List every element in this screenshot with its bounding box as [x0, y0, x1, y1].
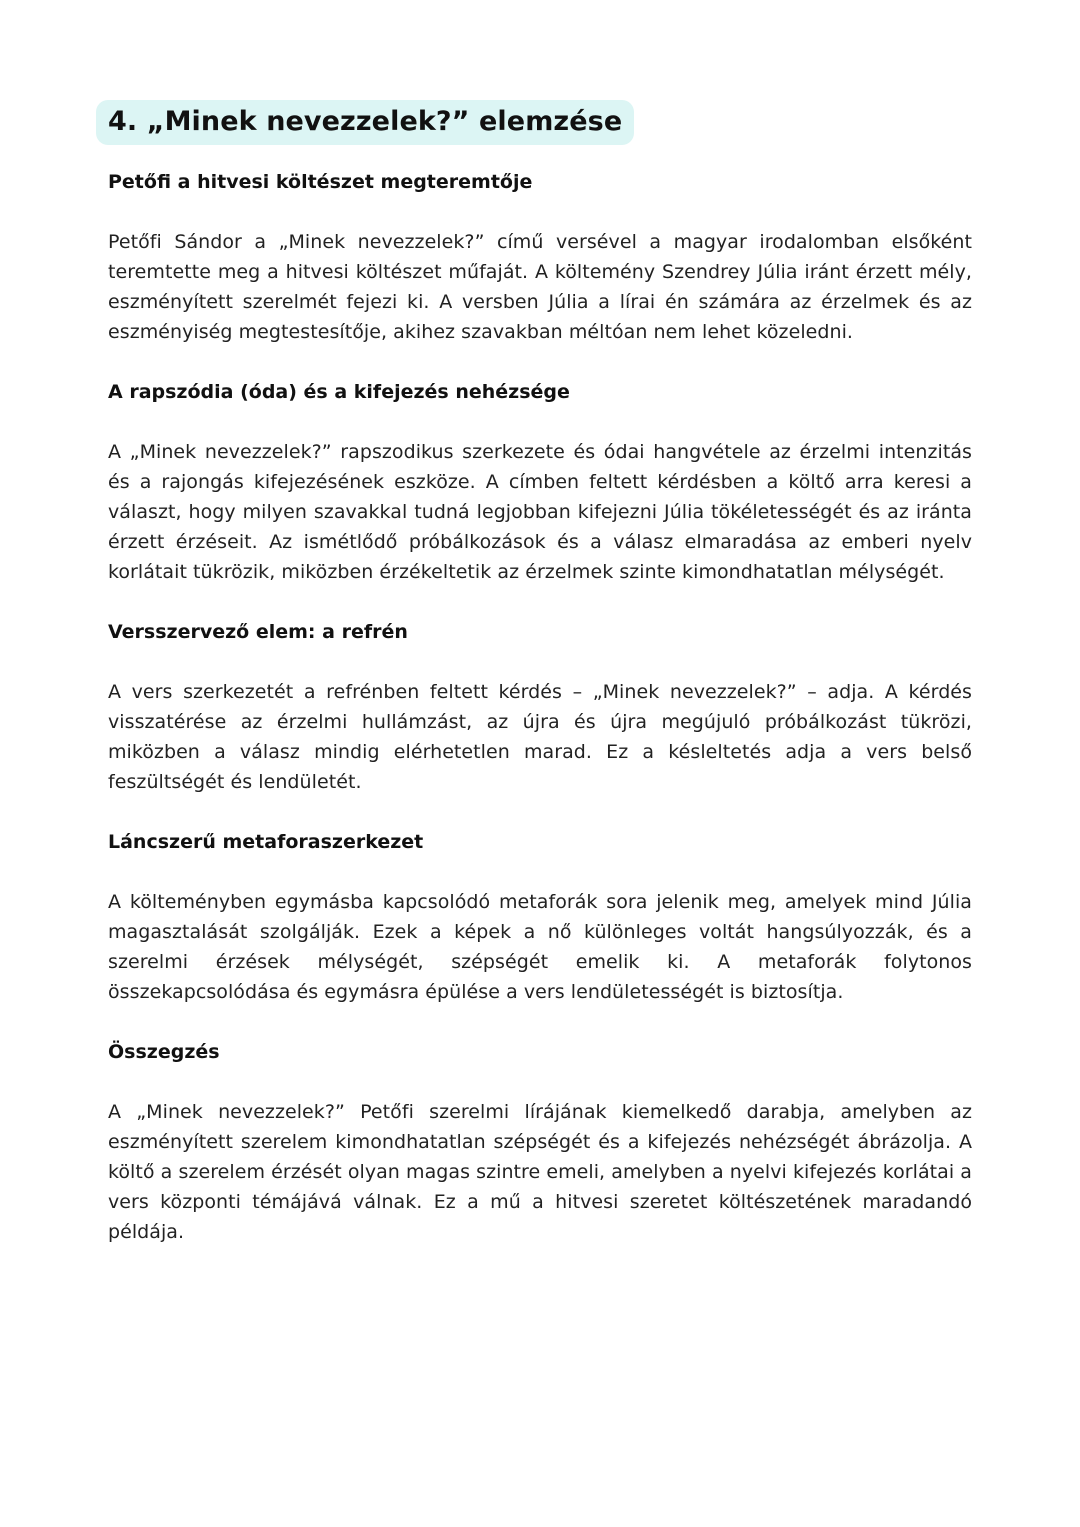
section-heading: Összegzés: [108, 1041, 220, 1063]
section-summary: [108, 1037, 972, 1247]
section-rhapsody: [108, 377, 972, 587]
section-paragraph: Petőfi Sándor a „Minek nevezzelek?” című versével a magyar irodalomban elsőként teremtette meg a hitvesi költészet műfaját. A költemény Szendrey Júlia iránt érzett mély, eszményített szerelmét fejezi ki. A versben Júlia a lírai én számára az érzelmek és az eszményiség megtestesítője, akihez szavakban méltóan nem lehet közeledni.: [108, 231, 972, 343]
page-title: 4. „Minek nevezzelek?” elemzése: [108, 106, 623, 137]
section-paragraph: A költeményben egymásba kapcsolódó metaforák sora jelenik meg, amelyek mind Júlia magasztalását szolgálják. Ezek a képek a nő különleges voltát hangsúlyozzák, és a szerelmi érzések mélységét, szépségét emelik ki. A metaforák folytonos összekapcsolódása és egymásra épülése a vers lendületességét is biztosítja.: [108, 891, 972, 1003]
section-paragraph: A vers szerkezetét a refrénben feltett kérdés – „Minek nevezzelek?” – adja. A kérdés visszatérése az érzelmi hullámzást, az újra és újra megújuló próbálkozást tükrözi, miközben a válasz mindig elérhetetlen marad. Ez a késleltetés adja a vers belső feszültségét és lendületét.: [108, 681, 972, 793]
section-heading: Versszervező elem: a refrén: [108, 621, 408, 643]
section-paragraph: A „Minek nevezzelek?” rapszodikus szerkezete és ódai hangvétele az érzelmi intenzitás és a rajongás kifejezésének eszköze. A címben feltett kérdésben a költő arra keresi a választ, hogy milyen szavakkal tudná legjobban kifejezni Júlia tökéletességét és az iránta érzett érzéseit. Az ismétlődő próbálkozások és a válasz elmaradása az emberi nyelv korlátait tükrözik, miközben érzékeltetik az érzelmek szinte kimondhatatlan mélységét.: [108, 441, 972, 583]
section-metaphor-chain: [108, 827, 972, 1007]
section-refrain: [108, 617, 972, 797]
section-paragraph: A „Minek nevezzelek?” Petőfi szerelmi lírájának kiemelkedő darabja, amelyben az eszményített szerelem kimondhatatlan szépségét és a kifejezés nehézségét ábrázolja. A költő a szerelem érzését olyan magas szintre emeli, amelyben a nyelvi kifejezés korlátai a vers központi témájává válnak. Ez a mű a hitvesi szeretet költészetének maradandó példája.: [108, 1101, 972, 1243]
title-highlight: [96, 100, 634, 145]
section-heading: Láncszerű metaforaszerkezet: [108, 831, 424, 853]
section-creator: [108, 167, 972, 347]
section-heading: Petőfi a hitvesi költészet megteremtője: [108, 171, 533, 193]
section-heading: A rapszódia (óda) és a kifejezés nehézsége: [108, 381, 570, 403]
